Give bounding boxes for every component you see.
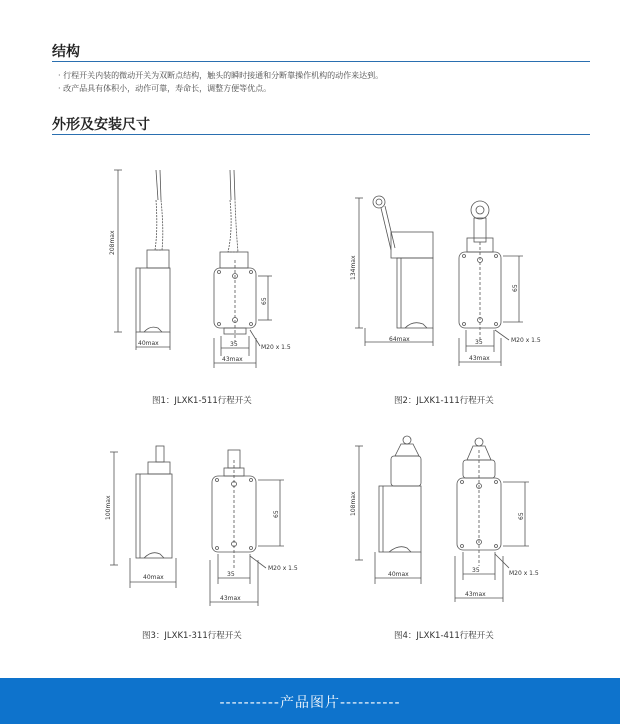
figure-3-drawing [100,440,330,615]
fig3-hole-label: 35 [227,571,235,578]
figure-1-caption: 图1：JLXK1-511行程开关 [152,396,252,406]
fig1-width2-label: 43max [222,356,243,363]
dimensions-title: 外形及安装尺寸 [52,117,150,133]
dimensions-divider [52,134,590,135]
fig1-hole-label: 35 [230,341,238,348]
fig3-thread-label: M20 x 1.5 [268,565,298,572]
fig2-hole-label: 35 [475,339,483,346]
fig2-width-label: 64max [389,336,410,343]
structure-bullet-1: · 行程开关内装的微动开关为双断点结构，触头的瞬时接通和分断靠操作机构的动作来达到。 [58,71,384,80]
fig2-pitch-label: 65 [512,284,519,292]
figure-4-drawing [345,430,560,615]
figure-3-caption: 图3：JLXK1-311行程开关 [142,631,242,641]
product-images-banner-text: ----------产品图片---------- [219,695,401,711]
fig3-pitch-label: 65 [273,510,280,518]
structure-bullet-2: · 改产品具有体积小，动作可靠，寿命长，调整方便等优点。 [58,84,272,93]
fig2-thread-label: M20 x 1.5 [511,337,541,344]
structure-divider [52,61,590,62]
fig2-width2-label: 43max [469,355,490,362]
fig2-height-label: 134max [350,255,357,280]
fig1-thread-label: M20 x 1.5 [261,344,291,351]
fig1-height-label: 208max [109,230,116,255]
product-images-banner [0,678,620,724]
fig3-width2-label: 43max [220,595,241,602]
fig3-width-label: 40max [143,574,164,581]
fig4-hole-label: 35 [472,567,480,574]
fig1-width-label: 40max [138,340,159,347]
fig4-pitch-label: 65 [518,512,525,520]
structure-title: 结构 [52,44,80,60]
fig4-width2-label: 43max [465,591,486,598]
fig3-height-label: 100max [105,495,112,520]
fig4-thread-label: M20 x 1.5 [509,570,539,577]
figure-2-drawing [345,180,560,380]
fig1-pitch-label: 65 [261,297,268,305]
fig4-height-label: 108max [350,491,357,516]
figure-4-caption: 图4：JLXK1-411行程开关 [394,631,494,641]
figure-1-drawing [100,160,330,375]
fig4-width-label: 40max [388,571,409,578]
figure-2-caption: 图2：JLXK1-111行程开关 [394,396,494,406]
